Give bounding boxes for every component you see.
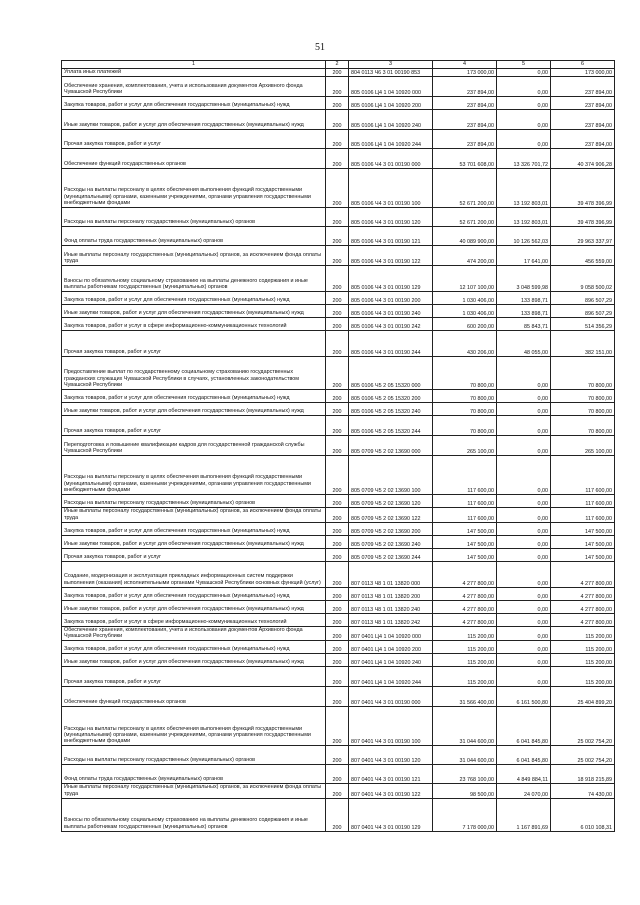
- row-classification-code: 805 0106 Ч4 3 01 00190 240: [349, 305, 433, 318]
- row-code: 200: [326, 266, 349, 292]
- row-executed-amount: 6 041 845,80: [497, 707, 551, 746]
- row-unexecuted-amount: 70 800,00: [551, 390, 615, 403]
- row-name: Обеспечение функций государственных органов: [62, 149, 326, 169]
- row-approved-amount: 147 500,00: [433, 522, 497, 535]
- row-code: 200: [326, 641, 349, 654]
- row-code: 200: [326, 169, 349, 208]
- row-unexecuted-amount: 265 100,00: [551, 436, 615, 456]
- row-executed-amount: 0,00: [497, 535, 551, 548]
- row-name: Иные закупки товаров, работ и услуг для обеспечения государственных (муниципальных) нужд: [62, 654, 326, 667]
- table-row: [62, 641, 615, 654]
- row-executed-amount: 0,00: [497, 390, 551, 403]
- row-unexecuted-amount: 896 507,29: [551, 292, 615, 305]
- row-approved-amount: 117 600,00: [433, 495, 497, 508]
- row-code: 200: [326, 765, 349, 784]
- row-classification-code: 805 0106 Ч4 3 01 00190 121: [349, 227, 433, 246]
- table-row: [62, 97, 615, 110]
- table-row: [62, 208, 615, 227]
- row-classification-code: 805 0106 Ч4 3 01 00190 100: [349, 169, 433, 208]
- row-unexecuted-amount: 115 200,00: [551, 667, 615, 687]
- table-row: [62, 613, 615, 626]
- table-row: [62, 169, 615, 208]
- row-name: Закупка товаров, работ и услуг для обеспечения государственных (муниципальных) нужд: [62, 522, 326, 535]
- row-executed-amount: 0,00: [497, 667, 551, 687]
- row-code: 200: [326, 707, 349, 746]
- table-row: [62, 266, 615, 292]
- row-approved-amount: 7 178 000,00: [433, 799, 497, 832]
- row-approved-amount: 40 089 900,00: [433, 227, 497, 246]
- row-classification-code: 805 0709 Ч5 2 02 13690 120: [349, 495, 433, 508]
- table-row: [62, 548, 615, 561]
- row-unexecuted-amount: 25 002 754,20: [551, 746, 615, 765]
- table-row: [62, 416, 615, 436]
- row-approved-amount: 115 200,00: [433, 641, 497, 654]
- row-executed-amount: 0,00: [497, 626, 551, 641]
- row-approved-amount: 430 206,00: [433, 331, 497, 357]
- row-executed-amount: 6 041 845,80: [497, 746, 551, 765]
- row-classification-code: 805 0106 Ч4 3 01 00190 120: [349, 208, 433, 227]
- row-name: Закупка товаров, работ и услуг в сфере информационно-коммуникационных технологий: [62, 613, 326, 626]
- row-classification-code: 805 0106 Ч4 3 01 00190 000: [349, 149, 433, 169]
- row-executed-amount: 1 167 891,69: [497, 799, 551, 832]
- row-unexecuted-amount: 147 500,00: [551, 548, 615, 561]
- row-approved-amount: 31 044 600,00: [433, 707, 497, 746]
- row-code: 200: [326, 508, 349, 523]
- row-code: 200: [326, 561, 349, 587]
- row-unexecuted-amount: 115 200,00: [551, 654, 615, 667]
- row-classification-code: 805 0106 Ч4 3 01 00190 242: [349, 318, 433, 331]
- row-classification-code: 805 0106 Ч4 3 01 00190 200: [349, 292, 433, 305]
- row-classification-code: 807 0113 Ч8 1 01 13820 242: [349, 613, 433, 626]
- row-executed-amount: 0,00: [497, 641, 551, 654]
- row-approved-amount: 173 000,00: [433, 69, 497, 77]
- row-code: 200: [326, 600, 349, 613]
- row-executed-amount: 0,00: [497, 403, 551, 416]
- row-executed-amount: 0,00: [497, 357, 551, 390]
- row-unexecuted-amount: 74 430,00: [551, 784, 615, 799]
- row-name: Прочая закупка товаров, работ и услуг: [62, 130, 326, 149]
- row-name: Взносы по обязательному социальному страхованию на выплаты денежного содержания и иные выплаты работникам государственных (муниципальных) органов: [62, 799, 326, 832]
- row-classification-code: 807 0113 Ч8 1 01 13820 200: [349, 587, 433, 600]
- row-unexecuted-amount: 9 058 500,02: [551, 266, 615, 292]
- row-approved-amount: 117 600,00: [433, 508, 497, 523]
- row-approved-amount: 52 671 200,00: [433, 208, 497, 227]
- row-classification-code: 805 0709 Ч5 2 02 13690 244: [349, 548, 433, 561]
- row-name: Иные закупки товаров, работ и услуг для обеспечения государственных (муниципальных) нужд: [62, 305, 326, 318]
- row-name: Взносы по обязательному социальному страхованию на выплаты денежного содержания и иные выплаты работникам государственных (муниципальных) органов: [62, 266, 326, 292]
- row-code: 200: [326, 130, 349, 149]
- row-code: 200: [326, 357, 349, 390]
- row-code: 200: [326, 587, 349, 600]
- row-name: Расходы на выплаты персоналу государственных (муниципальных) органов: [62, 208, 326, 227]
- row-name: Закупка товаров, работ и услуг для обеспечения государственных (муниципальных) нужд: [62, 390, 326, 403]
- row-unexecuted-amount: 4 277 800,00: [551, 587, 615, 600]
- row-executed-amount: 0,00: [497, 561, 551, 587]
- page-number: 51: [315, 42, 325, 53]
- row-executed-amount: 0,00: [497, 130, 551, 149]
- row-unexecuted-amount: 4 277 800,00: [551, 561, 615, 587]
- column-number-5: 5: [497, 61, 551, 69]
- row-name: Закупка товаров, работ и услуг для обеспечения государственных (муниципальных) нужд: [62, 97, 326, 110]
- row-approved-amount: 147 500,00: [433, 548, 497, 561]
- row-code: 200: [326, 208, 349, 227]
- row-executed-amount: 0,00: [497, 508, 551, 523]
- row-code: 200: [326, 318, 349, 331]
- row-code: 200: [326, 799, 349, 832]
- row-executed-amount: 48 055,00: [497, 331, 551, 357]
- row-executed-amount: 0,00: [497, 548, 551, 561]
- row-executed-amount: 0,00: [497, 110, 551, 130]
- row-name: Иные закупки товаров, работ и услуг для обеспечения государственных (муниципальных) нужд: [62, 600, 326, 613]
- row-name: Уплата иных платежей: [62, 69, 326, 77]
- row-name: Создание, модернизация и эксплуатация прикладных информационных систем поддержки выполнения (оказания) исполнительными органами Чувашской Республики основных функций (услуг): [62, 561, 326, 587]
- row-unexecuted-amount: 147 500,00: [551, 522, 615, 535]
- table-row: [62, 799, 615, 832]
- row-classification-code: 807 0401 Ч4 3 01 00190 129: [349, 799, 433, 832]
- row-approved-amount: 70 800,00: [433, 416, 497, 436]
- row-approved-amount: 70 800,00: [433, 403, 497, 416]
- table-row: [62, 130, 615, 149]
- row-classification-code: 805 0709 Ч5 2 02 13690 000: [349, 436, 433, 456]
- row-name: Расходы на выплаты персоналу государственных (муниципальных) органов: [62, 495, 326, 508]
- row-code: 200: [326, 436, 349, 456]
- row-code: 200: [326, 149, 349, 169]
- row-classification-code: 807 0113 Ч8 1 01 13820 240: [349, 600, 433, 613]
- row-executed-amount: 13 192 803,01: [497, 169, 551, 208]
- row-code: 200: [326, 687, 349, 707]
- table-body: [62, 69, 615, 832]
- column-number-4: 4: [433, 61, 497, 69]
- table-row: [62, 331, 615, 357]
- row-code: 200: [326, 784, 349, 799]
- table-row: [62, 110, 615, 130]
- row-name: Иные закупки товаров, работ и услуг для обеспечения государственных (муниципальных) нужд: [62, 403, 326, 416]
- row-unexecuted-amount: 173 000,00: [551, 69, 615, 77]
- row-classification-code: 805 0106 Ч4 3 01 00190 122: [349, 246, 433, 266]
- table-row: [62, 246, 615, 266]
- row-approved-amount: 115 200,00: [433, 667, 497, 687]
- row-approved-amount: 70 800,00: [433, 357, 497, 390]
- row-classification-code: 805 0709 Ч5 2 02 13690 200: [349, 522, 433, 535]
- row-code: 200: [326, 110, 349, 130]
- row-approved-amount: 265 100,00: [433, 436, 497, 456]
- row-classification-code: 805 0106 Ч5 2 05 15320 244: [349, 416, 433, 436]
- table-header-row: [62, 61, 615, 69]
- row-classification-code: 804 0113 Ч6 3 01 00190 853: [349, 69, 433, 77]
- row-executed-amount: 0,00: [497, 522, 551, 535]
- row-name: Расходы на выплаты персоналу государственных (муниципальных) органов: [62, 746, 326, 765]
- row-executed-amount: 0,00: [497, 613, 551, 626]
- row-unexecuted-amount: 39 478 396,99: [551, 208, 615, 227]
- row-executed-amount: 0,00: [497, 587, 551, 600]
- row-approved-amount: 4 277 800,00: [433, 600, 497, 613]
- table-row: [62, 654, 615, 667]
- row-unexecuted-amount: 39 478 396,99: [551, 169, 615, 208]
- row-unexecuted-amount: 117 600,00: [551, 508, 615, 523]
- table-row: [62, 535, 615, 548]
- row-executed-amount: 0,00: [497, 600, 551, 613]
- row-classification-code: 805 0106 Ч5 2 05 15320 000: [349, 357, 433, 390]
- row-executed-amount: 6 161 500,80: [497, 687, 551, 707]
- row-approved-amount: 237 894,00: [433, 97, 497, 110]
- row-code: 200: [326, 613, 349, 626]
- row-classification-code: 807 0401 Ц4 1 04 10920 000: [349, 626, 433, 641]
- row-unexecuted-amount: 237 894,00: [551, 110, 615, 130]
- row-code: 200: [326, 305, 349, 318]
- row-classification-code: 805 0709 Ч5 2 02 13690 240: [349, 535, 433, 548]
- row-classification-code: 807 0401 Ц4 1 04 10920 244: [349, 667, 433, 687]
- row-classification-code: 805 0106 Ч5 2 05 15320 240: [349, 403, 433, 416]
- row-unexecuted-amount: 115 200,00: [551, 641, 615, 654]
- row-unexecuted-amount: 117 600,00: [551, 495, 615, 508]
- row-classification-code: 807 0401 Ч4 3 01 00190 120: [349, 746, 433, 765]
- row-name: Обеспечение функций государственных органов: [62, 687, 326, 707]
- row-executed-amount: 13 192 803,01: [497, 208, 551, 227]
- row-code: 200: [326, 77, 349, 97]
- row-classification-code: 805 0106 Ц4 1 04 10920 240: [349, 110, 433, 130]
- table-row: [62, 149, 615, 169]
- row-classification-code: 807 0401 Ц4 1 04 10920 200: [349, 641, 433, 654]
- row-name: Прочая закупка товаров, работ и услуг: [62, 667, 326, 687]
- table-row: [62, 522, 615, 535]
- table-row: [62, 707, 615, 746]
- row-approved-amount: 1 030 406,00: [433, 305, 497, 318]
- row-approved-amount: 31 044 600,00: [433, 746, 497, 765]
- row-code: 200: [326, 227, 349, 246]
- row-executed-amount: 4 849 884,11: [497, 765, 551, 784]
- column-number-3: 3: [349, 61, 433, 69]
- row-executed-amount: 0,00: [497, 495, 551, 508]
- row-approved-amount: 23 768 100,00: [433, 765, 497, 784]
- row-executed-amount: 3 048 599,98: [497, 266, 551, 292]
- row-code: 200: [326, 390, 349, 403]
- row-approved-amount: 237 894,00: [433, 130, 497, 149]
- row-executed-amount: 0,00: [497, 97, 551, 110]
- row-classification-code: 807 0401 Ч4 3 01 00190 121: [349, 765, 433, 784]
- table-row: [62, 403, 615, 416]
- table-row: [62, 436, 615, 456]
- row-approved-amount: 117 600,00: [433, 456, 497, 495]
- row-code: 200: [326, 535, 349, 548]
- row-executed-amount: 13 326 701,72: [497, 149, 551, 169]
- row-classification-code: 805 0106 Ч5 2 05 15320 200: [349, 390, 433, 403]
- row-name: Закупка товаров, работ и услуг в сфере информационно-коммуникационных технологий: [62, 318, 326, 331]
- row-executed-amount: 0,00: [497, 77, 551, 97]
- row-name: Расходы на выплаты персоналу в целях обеспечения выполнения функций государственными (муниципальными) органами, казенными учреждениями, органами управления государственными внебюджетными фондами: [62, 707, 326, 746]
- row-unexecuted-amount: 4 277 800,00: [551, 600, 615, 613]
- row-name: Иные закупки товаров, работ и услуг для обеспечения государственных (муниципальных) нужд: [62, 110, 326, 130]
- table-row: [62, 746, 615, 765]
- row-executed-amount: 0,00: [497, 436, 551, 456]
- row-name: Прочая закупка товаров, работ и услуг: [62, 331, 326, 357]
- column-number-1: 1: [62, 61, 326, 69]
- table-row: [62, 357, 615, 390]
- row-unexecuted-amount: 25 002 754,20: [551, 707, 615, 746]
- row-executed-amount: 0,00: [497, 69, 551, 77]
- table-row: [62, 390, 615, 403]
- row-code: 200: [326, 97, 349, 110]
- table-row: [62, 561, 615, 587]
- row-name: Фонд оплаты труда государственных (муниципальных) органов: [62, 227, 326, 246]
- row-name: Обеспечение хранения, комплектования, учета и использования документов Архивного фонда Чувашской Республики: [62, 626, 326, 641]
- row-classification-code: 807 0113 Ч8 1 01 13820 000: [349, 561, 433, 587]
- row-approved-amount: 12 107 100,00: [433, 266, 497, 292]
- row-code: 200: [326, 331, 349, 357]
- row-executed-amount: 133 898,71: [497, 305, 551, 318]
- row-classification-code: 807 0401 Ц4 1 04 10920 240: [349, 654, 433, 667]
- row-approved-amount: 474 200,00: [433, 246, 497, 266]
- row-code: 200: [326, 403, 349, 416]
- row-approved-amount: 4 277 800,00: [433, 587, 497, 600]
- table-row: [62, 765, 615, 784]
- row-name: Иные выплаты персоналу государственных (муниципальных) органов, за исключением фонда оплаты труда: [62, 784, 326, 799]
- table-row: [62, 626, 615, 641]
- row-name: Фонд оплаты труда государственных (муниципальных) органов: [62, 765, 326, 784]
- table-row: [62, 292, 615, 305]
- row-code: 200: [326, 626, 349, 641]
- row-approved-amount: 4 277 800,00: [433, 613, 497, 626]
- table-row: [62, 587, 615, 600]
- column-number-6: 6: [551, 61, 615, 69]
- row-classification-code: 805 0106 Ц4 1 04 10920 000: [349, 77, 433, 97]
- table-row: [62, 77, 615, 97]
- row-name: Прочая закупка товаров, работ и услуг: [62, 548, 326, 561]
- row-unexecuted-amount: 6 010 108,31: [551, 799, 615, 832]
- row-code: 200: [326, 456, 349, 495]
- row-unexecuted-amount: 70 800,00: [551, 416, 615, 436]
- row-name: Расходы на выплаты персоналу в целях обеспечения выполнения функций государственными (муниципальными) органами, казенными учреждениями, органами управления государственными внебюджетными фондами: [62, 169, 326, 208]
- row-code: 200: [326, 246, 349, 266]
- column-number-2: 2: [326, 61, 349, 69]
- table-row: [62, 227, 615, 246]
- row-approved-amount: 600 200,00: [433, 318, 497, 331]
- row-unexecuted-amount: 18 918 215,89: [551, 765, 615, 784]
- budget-execution-table: [61, 60, 615, 832]
- row-executed-amount: 133 898,71: [497, 292, 551, 305]
- table-row: [62, 305, 615, 318]
- row-unexecuted-amount: 237 894,00: [551, 97, 615, 110]
- table-row: [62, 495, 615, 508]
- row-name: Переподготовка и повышение квалификации кадров для государственной гражданской службы Чувашской Республики: [62, 436, 326, 456]
- row-unexecuted-amount: 25 404 899,20: [551, 687, 615, 707]
- row-classification-code: 805 0106 Ч4 3 01 00190 244: [349, 331, 433, 357]
- row-name: Иные выплаты персоналу государственных (муниципальных) органов, за исключением фонда оплаты труда: [62, 246, 326, 266]
- row-unexecuted-amount: 514 356,29: [551, 318, 615, 331]
- row-name: Расходы на выплаты персоналу в целях обеспечения выполнения функций государственными (муниципальными) органами, казенными учреждениями, органами управления государственными внебюджетными фондами: [62, 456, 326, 495]
- table-row: [62, 456, 615, 495]
- row-code: 200: [326, 746, 349, 765]
- row-executed-amount: 0,00: [497, 654, 551, 667]
- row-executed-amount: 85 843,71: [497, 318, 551, 331]
- row-unexecuted-amount: 117 600,00: [551, 456, 615, 495]
- table-row: [62, 69, 615, 77]
- row-approved-amount: 147 500,00: [433, 535, 497, 548]
- row-executed-amount: 10 126 562,03: [497, 227, 551, 246]
- row-code: 200: [326, 667, 349, 687]
- row-unexecuted-amount: 237 894,00: [551, 77, 615, 97]
- row-name: Закупка товаров, работ и услуг для обеспечения государственных (муниципальных) нужд: [62, 641, 326, 654]
- row-approved-amount: 237 894,00: [433, 110, 497, 130]
- row-approved-amount: 1 030 406,00: [433, 292, 497, 305]
- row-unexecuted-amount: 29 963 337,97: [551, 227, 615, 246]
- row-name: Предоставление выплат по государственному социальному страхованию государственных гражданских служащих Чувашской Республики в случаях, установленных законодательством Чувашской Республики: [62, 357, 326, 390]
- row-name: Обеспечение хранения, комплектования, учета и использования документов Архивного фонда Чувашской Республики: [62, 77, 326, 97]
- row-classification-code: 805 0106 Ц4 1 04 10920 200: [349, 97, 433, 110]
- row-code: 200: [326, 292, 349, 305]
- row-classification-code: 805 0106 Ч4 3 01 00190 129: [349, 266, 433, 292]
- row-name: Прочая закупка товаров, работ и услуг: [62, 416, 326, 436]
- row-executed-amount: 0,00: [497, 456, 551, 495]
- row-name: Закупка товаров, работ и услуг для обеспечения государственных (муниципальных) нужд: [62, 292, 326, 305]
- table-row: [62, 784, 615, 799]
- row-classification-code: 807 0401 Ч4 3 01 00190 000: [349, 687, 433, 707]
- row-classification-code: 805 0709 Ч5 2 02 13690 100: [349, 456, 433, 495]
- row-classification-code: 805 0106 Ц4 1 04 10920 244: [349, 130, 433, 149]
- table-row: [62, 508, 615, 523]
- row-executed-amount: 17 641,00: [497, 246, 551, 266]
- row-executed-amount: 0,00: [497, 416, 551, 436]
- row-unexecuted-amount: 40 374 906,28: [551, 149, 615, 169]
- row-executed-amount: 24 070,00: [497, 784, 551, 799]
- row-approved-amount: 237 894,00: [433, 77, 497, 97]
- row-approved-amount: 4 277 800,00: [433, 561, 497, 587]
- row-code: 200: [326, 416, 349, 436]
- row-classification-code: 805 0709 Ч5 2 02 13690 122: [349, 508, 433, 523]
- row-unexecuted-amount: 382 151,00: [551, 331, 615, 357]
- row-unexecuted-amount: 147 500,00: [551, 535, 615, 548]
- row-unexecuted-amount: 115 200,00: [551, 626, 615, 641]
- row-name: Иные выплаты персоналу государственных (муниципальных) органов, за исключением фонда оплаты труда: [62, 508, 326, 523]
- row-approved-amount: 115 200,00: [433, 654, 497, 667]
- table-row: [62, 687, 615, 707]
- row-code: 200: [326, 548, 349, 561]
- row-unexecuted-amount: 456 559,00: [551, 246, 615, 266]
- row-approved-amount: 31 566 400,00: [433, 687, 497, 707]
- row-code: 200: [326, 654, 349, 667]
- row-unexecuted-amount: 70 800,00: [551, 403, 615, 416]
- row-code: 200: [326, 522, 349, 535]
- row-unexecuted-amount: 4 277 800,00: [551, 613, 615, 626]
- row-approved-amount: 98 500,00: [433, 784, 497, 799]
- row-approved-amount: 52 671 200,00: [433, 169, 497, 208]
- row-approved-amount: 53 701 608,00: [433, 149, 497, 169]
- row-classification-code: 807 0401 Ч4 3 01 00190 100: [349, 707, 433, 746]
- table-row: [62, 667, 615, 687]
- row-name: Иные закупки товаров, работ и услуг для обеспечения государственных (муниципальных) нужд: [62, 535, 326, 548]
- row-approved-amount: 115 200,00: [433, 626, 497, 641]
- table-row: [62, 318, 615, 331]
- row-unexecuted-amount: 237 894,00: [551, 130, 615, 149]
- row-classification-code: 807 0401 Ч4 3 01 00190 122: [349, 784, 433, 799]
- table-row: [62, 600, 615, 613]
- row-unexecuted-amount: 896 507,29: [551, 305, 615, 318]
- row-code: 200: [326, 69, 349, 77]
- row-approved-amount: 70 800,00: [433, 390, 497, 403]
- row-unexecuted-amount: 70 800,00: [551, 357, 615, 390]
- row-code: 200: [326, 495, 349, 508]
- row-name: Закупка товаров, работ и услуг для обеспечения государственных (муниципальных) нужд: [62, 587, 326, 600]
